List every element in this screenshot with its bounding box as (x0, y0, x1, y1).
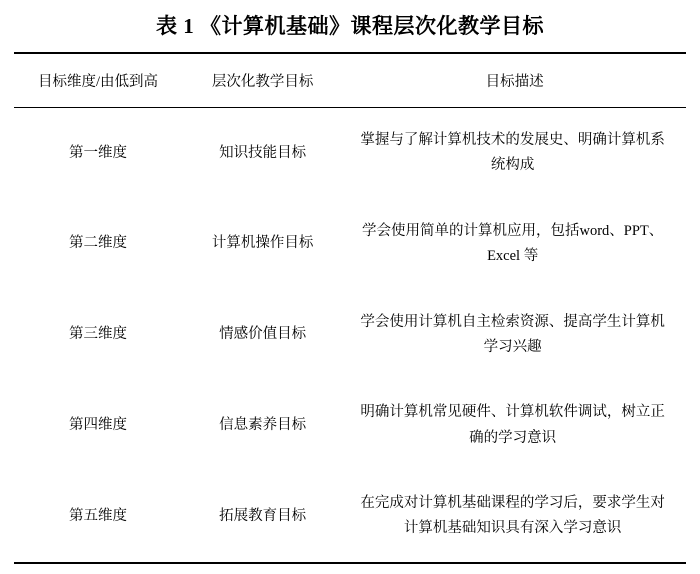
cell-goal: 拓展教育目标 (182, 471, 343, 563)
cell-goal: 信息素养目标 (219, 416, 307, 433)
cell-dimension: 第一维度 (14, 108, 182, 199)
cell-goal: 知识技能目标 (182, 108, 343, 199)
cell-description: 在完成对计算机基础课程的学习后，要求学生对计算机基础知识具有深入学习意识 (343, 471, 686, 563)
cell-description: 明确计算机常见硬件、计算机软件调试，树立正确的学习意识 (360, 404, 665, 446)
cell-dimension: 第三维度 (69, 326, 127, 343)
table-header (14, 53, 686, 108)
column-header-goal: 层次化教学目标 (182, 53, 343, 108)
table-row (14, 471, 686, 563)
table-caption: 表 1 《计算机基础》课程层次化教学目标 (156, 14, 544, 38)
table-row (14, 380, 686, 471)
cell-dimension: 第四维度 (69, 416, 127, 433)
cell-description: 学会使用计算机自主检索资源、提高学生计算机学习兴趣 (360, 313, 665, 355)
table-row (14, 199, 686, 290)
cell-dimension: 第五维度 (14, 471, 182, 563)
cell-description: 学会使用简单的计算机应用，包括word、PPT、Excel 等 (361, 222, 664, 265)
column-header-description: 目标描述 (343, 53, 686, 108)
column-header-dimension: 目标维度/由低到高 (14, 53, 182, 108)
table-row (14, 108, 686, 199)
bottom-spacer (14, 564, 686, 574)
table-header-row (14, 53, 686, 108)
teaching-goals-table (14, 52, 686, 564)
table-body (14, 108, 686, 563)
table-row (14, 290, 686, 381)
cell-description: 掌握与了解计算机技术的发展史、明确计算机系统构成 (343, 108, 686, 199)
cell-dimension: 第二维度 (69, 235, 127, 252)
cell-goal: 计算机操作目标 (211, 235, 314, 252)
cell-goal: 情感价值目标 (219, 326, 307, 343)
